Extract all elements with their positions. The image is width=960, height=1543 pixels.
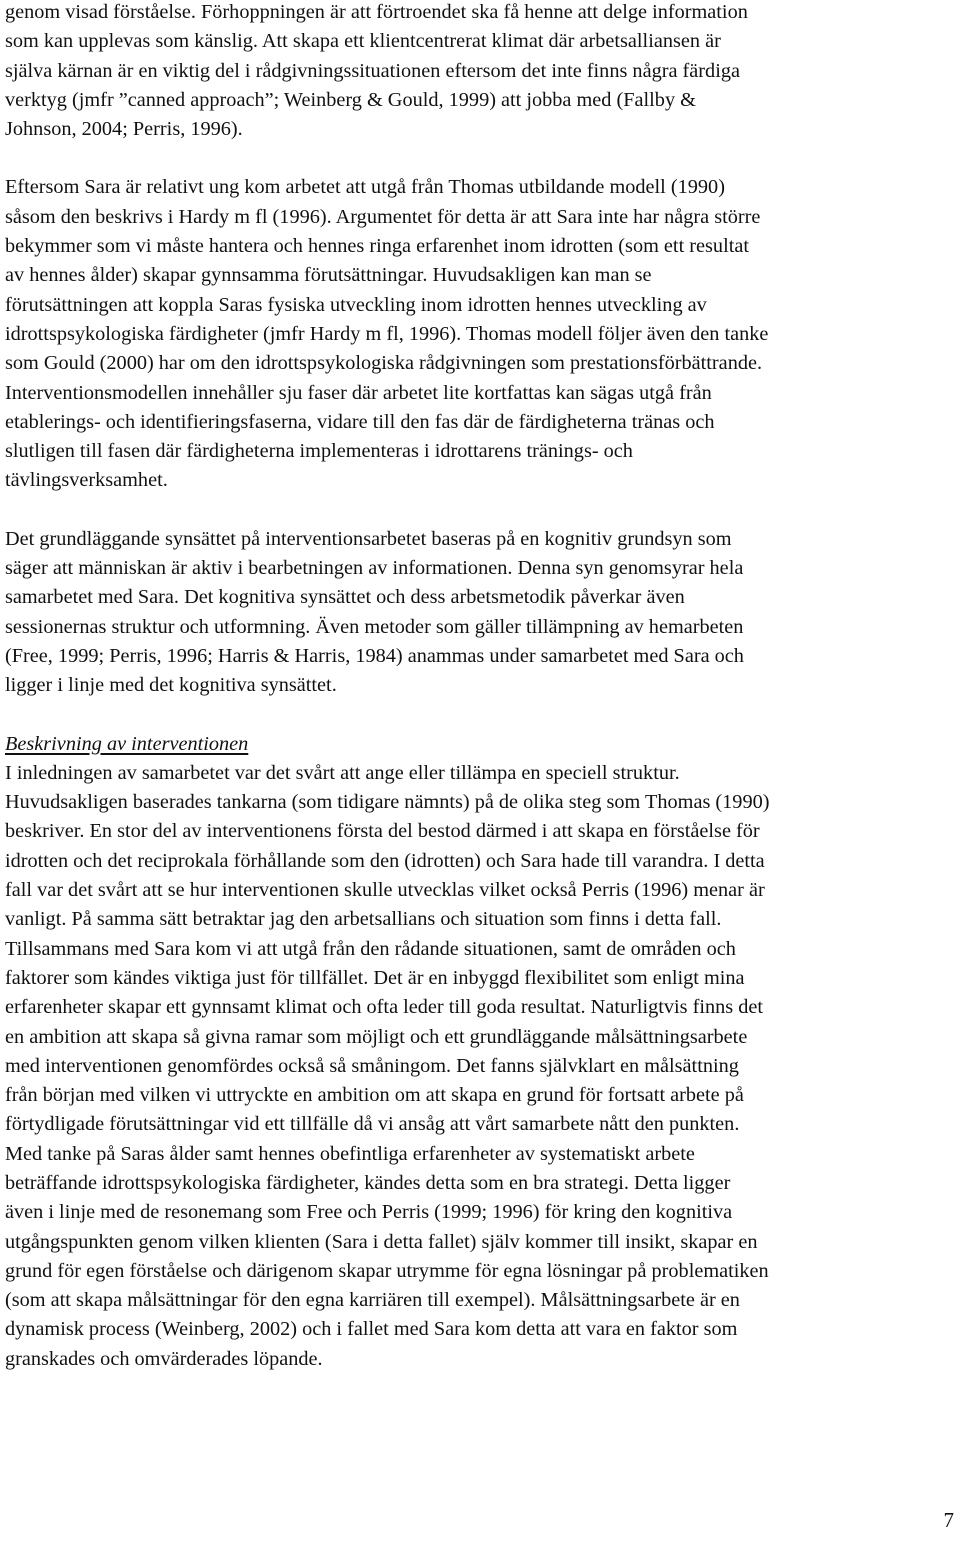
text-line: verktyg (jmfr ”canned approach”; Weinberg & Gould, 1999) att jobba med (Fallby & xyxy=(5,88,696,111)
text-line: säger att människan är aktiv i bearbetningen av informationen. Denna syn genomsyrar hela xyxy=(5,557,744,580)
text-line: Det grundläggande synsättet på interventionsarbetet baseras på en kognitiv grundsyn som xyxy=(5,527,732,550)
text-line: förutsättningen att koppla Saras fysiska utveckling inom idrotten hennes utveckling av xyxy=(5,293,707,316)
text-line: förtydligade förutsättningar vid ett tillfälle då vi ansåg att vårt samarbete nått den punkten. xyxy=(5,1113,740,1136)
text-line: genom visad förståelse. Förhoppningen är att förtroendet ska få henne att delge information xyxy=(5,1,748,23)
text-line: fall var det svårt att se hur interventionen skulle utvecklas vilket också Perris (1996) menar är xyxy=(5,879,765,902)
section-heading: Beskrivning av interventionen xyxy=(5,732,249,755)
text-line: etablerings- och identifieringsfaserna, vidare till den fas där de färdigheterna tränas och xyxy=(5,410,715,433)
document-page xyxy=(5,0,960,1374)
text-line: beträffande idrottspsykologiska färdigheter, kändes detta som en bra strategi. Detta ligger xyxy=(5,1171,731,1194)
paragraph-1 xyxy=(5,0,960,144)
text-line: Interventionsmodellen innehåller sju faser där arbetet lite kortfattas kan sägas utgå från xyxy=(5,381,712,404)
text-line: I inledningen av samarbetet var det svårt att ange eller tillämpa en speciell struktur. xyxy=(5,761,680,784)
text-line: såsom den beskrivs i Hardy m fl (1996). Argumentet för detta är att Sara inte har några större xyxy=(5,205,761,228)
text-line: vanligt. På samma sätt betraktar jag den arbetsallians och situation som finns i detta fall. xyxy=(5,908,722,931)
text-line: Med tanke på Saras ålder samt hennes obefintliga erfarenheter av systematiskt arbete xyxy=(5,1142,695,1165)
paragraph-4 xyxy=(5,759,960,1374)
text-line: från början med vilken vi uttryckte en ambition om att skapa en grund för fortsatt arbete på xyxy=(5,1084,744,1107)
text-line: grund för egen förståelse och därigenom skapar utrymme för egna lösningar på problematiken xyxy=(5,1259,769,1282)
text-line: som Gould (2000) har om den idrottspsykologiska rådgivningen som prestationsförbättrande. xyxy=(5,352,763,375)
text-line: en ambition att skapa så givna ramar som möjligt och ett grundläggande målsättningsarbete xyxy=(5,1025,748,1048)
text-line: faktorer som kändes viktiga just för tillfället. Det är en inbyggd flexibilitet som enligt mina xyxy=(5,966,745,989)
text-line: med interventionen genomfördes också så småningom. Det fanns självklart en målsättning xyxy=(5,1054,739,1077)
text-line: granskades och omvärderades löpande. xyxy=(5,1347,323,1370)
text-line: samarbetet med Sara. Det kognitiva synsättet och dess arbetsmetodik påverkar även xyxy=(5,586,685,609)
page-number: 7 xyxy=(943,1508,954,1532)
paragraph-2 xyxy=(5,173,960,495)
text-line: idrottspsykologiska färdigheter (jmfr Hardy m fl, 1996). Thomas modell följer även den tanke xyxy=(5,322,769,345)
text-line: Johnson, 2004; Perris, 1996). xyxy=(5,118,243,141)
text-line: tävlingsverksamhet. xyxy=(5,469,168,492)
text-line: av hennes ålder) skapar gynnsamma förutsättningar. Huvudsakligen kan man se xyxy=(5,264,652,287)
text-line: beskriver. En stor del av interventionens första del bestod därmed i att skapa en förståelse för xyxy=(5,820,760,843)
text-line: slutligen till fasen där färdigheterna implementeras i idrottarens tränings- och xyxy=(5,440,633,463)
text-line: Eftersom Sara är relativt ung kom arbetet att utgå från Thomas utbildande modell (1990) xyxy=(5,176,725,199)
text-line: även i linje med de resonemang som Free och Perris (1999; 1996) för kring den kognitiva xyxy=(5,1201,733,1224)
paragraph-3 xyxy=(5,525,960,701)
text-line: erfarenheter skapar ett gynnsamt klimat och ofta leder till goda resultat. Naturligtvis finns det xyxy=(5,996,764,1019)
text-line: utgångspunkten genom vilken klienten (Sara i detta fallet) själv kommer till insikt, skapar en xyxy=(5,1230,758,1253)
text-line: dynamisk process (Weinberg, 2002) och i fallet med Sara kom detta att vara en faktor som xyxy=(5,1318,738,1341)
text-line: Huvudsakligen baserades tankarna (som tidigare nämnts) på de olika steg som Thomas (1990) xyxy=(5,791,770,814)
text-line: sessionernas struktur och utformning. Även metoder som gäller tillämpning av hemarbeten xyxy=(5,615,744,638)
text-line: bekymmer som vi måste hantera och hennes ringa erfarenhet inom idrotten (som ett resultat xyxy=(5,235,749,258)
text-line: (Free, 1999; Perris, 1996; Harris & Harris, 1984) anammas under samarbetet med Sara och xyxy=(5,644,744,667)
text-line: som kan upplevas som känslig. Att skapa ett klientcentrerat klimat där arbetsalliansen är xyxy=(5,30,721,53)
text-line: (som att skapa målsättningar för den egna karriären till exempel). Målsättningsarbete är en xyxy=(5,1289,740,1312)
text-line: ligger i linje med det kognitiva synsättet. xyxy=(5,674,337,697)
text-line: själva kärnan är en viktig del i rådgivningssituationen eftersom det inte finns några färdiga xyxy=(5,59,740,82)
text-line: idrotten och det reciprokala förhållande som den (idrotten) och Sara hade till varandra. I detta xyxy=(5,849,765,872)
text-line: Tillsammans med Sara kom vi att utgå från den rådande situationen, samt de områden och xyxy=(5,937,736,960)
